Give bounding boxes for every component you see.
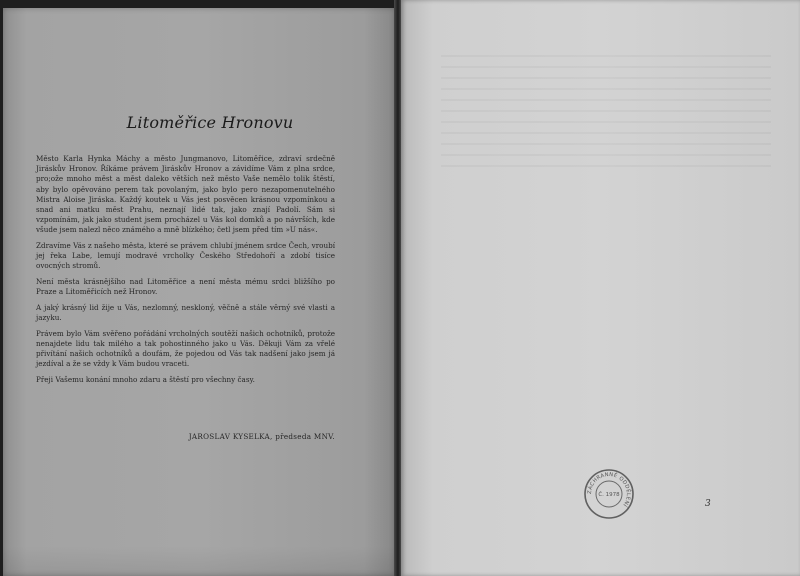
paragraph: Právem bylo Vám svěřeno pořádání vrcholných soutěží našich ochotníků, protože nenajdete lidu tak milého a tak pohostinného jako u Vás. Děkuji Vám za vřelé přivítání našich ochotníků a doufám, že pojedou od Vás tak nadšení jako jsem já jezdíval a že se vždy k Vám budou vraceti. <box>36 328 335 369</box>
paragraph: Přeji Vašemu konání mnoho zdaru a štěstí pro všechny časy. <box>36 374 255 384</box>
library-stamp-icon <box>583 468 635 520</box>
paragraph: Zdravíme Vás z našeho města, které se právem chlubí jménem srdce Čech, vroubí jej řeka Labe, lemují modravé vrcholky Českého Středohoří a zdobí tisíce ovocných stromů. <box>36 241 335 271</box>
stamp-center-text: Č. 1978 <box>598 492 620 498</box>
paragraph: A jaký krásný lid žije u Vás, nezlomný, neskloný, věčně a stále věrný své vlasti a jazyku. <box>36 302 335 323</box>
stamp-ring-text: ZÁCHRANNÉ ODDĚLENÍ <box>586 471 632 508</box>
paragraph: Není města krásnějšího nad Litoměřice a není města mému srdci bližšího po Praze a Litoměřicích než Hronov. <box>36 277 335 297</box>
signature: JAROSLAV KYSELKA, předseda MNV. <box>188 432 335 441</box>
paragraph: Město Karla Hynka Máchy a město Jungmanovo, Litoměřice, zdraví srdečně Jiráskův Hronov. Říkáme právem Jiráskův Hronov a závidíme Vám z plna srdce, pro;ože mnoho měst a měst daleko větších než město Vaše nemělo tolik štěstí, aby bylo opěvováno perem tak povolaným, jako bylo pero nezapomenutelného Mistra Aloise Jiráska. Každý koutek u Vás jest posvěcen krásnou vzpomínkou a snad ani matku měst Prahu, neznají lidé tak, jako znají Padolí. Sám si vzpomínám, jak jako student jsem procházel u Vás kol domků a po návrších, kde všude jsem nalezl něco známého a mně blízkého; četl jsem před tím »U nás«. <box>36 154 335 235</box>
letter-body <box>36 154 335 390</box>
page-number: 3 <box>705 499 711 509</box>
page-title: Litoměřice Hronovu <box>126 113 294 132</box>
